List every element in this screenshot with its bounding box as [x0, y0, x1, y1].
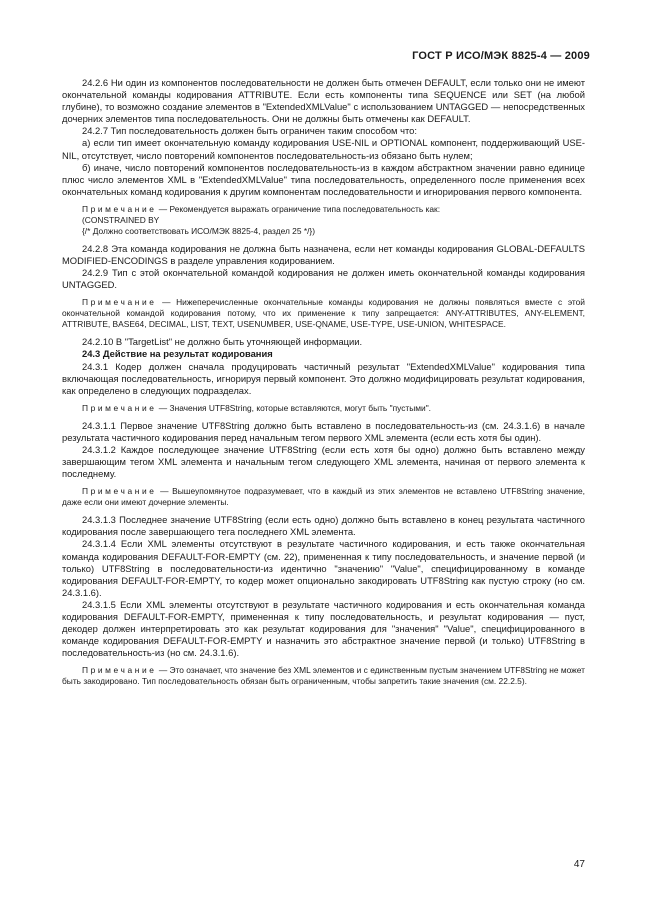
note-label: Примечание	[82, 665, 157, 676]
note-text: — Значения UTF8String, которые вставляются, могут быть "пустыми".	[156, 402, 431, 413]
clause-24-2-7-a: а) если тип имеет окончательную команду кодирования USE-NIL и OPTIONAL компонент, поддерживающий USE-NIL, отсутствует, число повторений компонентов последовательность-из обязано быть нулем;	[62, 137, 585, 161]
clause-24-2-8: 24.2.8 Эта команда кодирования не должна быть назначена, если нет команды кодирования GLOBAL-DEFAULTS MODIFIED-ENCODINGS в разделе управления кодированием.	[62, 242, 585, 267]
clause-24-3-1-1: 24.3.1.1 Первое значение UTF8String должно быть вставлено в последовательность-из (см. 24.3.1.6) в начале результата частичного кодирования перед начальным тегом первого XML элемента (если есть хотя бы один).	[62, 419, 585, 443]
document-header: ГОСТ Р ИСО/МЭК 8825-4 — 2009	[412, 50, 590, 62]
clause-24-3-1: 24.3.1 Кодер должен сначала продуцировать частичный результат "ExtendedXMLValue" кодирования типа включающая последовательность, игнорируя первый компонент. Это должно модифицировать результат кодирования, как определено в следующих подразделах.	[62, 360, 585, 396]
clause-24-2-10: 24.2.10 В "TargetList" не должно быть уточняющей информации.	[82, 336, 363, 348]
clause-24-3-1-4: 24.3.1.4 Если XML элементы отсутствуют в результате частичного кодирования, и есть также окончательная команда кодирования DEFAULT-FOR-EMPTY (см. 22), примененная к типу последовательность, и значение первой (и только) UTF8String в последовательности-из идентично "значению" "Value", специфицированному в команде кодирования DEFAULT-FOR-EMPTY, то кодер может опционально закодировать UTF8String как пустую строку (но см. 24.3.1.6).	[62, 538, 585, 598]
clause-24-2-9: 24.2.9 Тип с этой окончательной командой кодирования не должен иметь окончательной команды кодирования UNTAGGED.	[62, 267, 585, 291]
note-5	[62, 665, 585, 687]
section-heading-24-3: 24.3 Действие на результат кодирования	[82, 348, 273, 360]
note-label: Примечание	[82, 402, 157, 413]
note-1-code-line-1: (CONSTRAINED BY	[82, 214, 160, 225]
document-body	[62, 77, 585, 687]
note-text: — Вышеупомянутое подразумевает, что в каждый из этих элементов не вставлено UTF8String значение, даже если они имеют дочерние элементы.	[62, 486, 585, 508]
note-1-code-line-2: {/* Должно соответствовать ИСО/МЭК 8825-4, раздел 25 */})	[82, 225, 315, 236]
page-number: 47	[573, 859, 585, 870]
note-2	[62, 297, 585, 330]
clause-24-2-6: 24.2.6 Ни один из компонентов последовательности не должен быть отмечен DEFAULT, если только они не имеют окончательной команды кодирования ATTRIBUTE. Если есть компоненты типа SEQUENCE или SET (на любой глубине), то возможно создание элементов в "ExtendedXMLValue" с использованием UNTAGGED — непосредственных дочерних элементов типа последовательность. Они не должны быть отмечены как DEFAULT.	[62, 77, 585, 125]
note-label: Примечание	[82, 486, 157, 497]
note-label: Примечание	[82, 203, 157, 214]
clause-24-3-1-3: 24.3.1.3 Последнее значение UTF8String (если есть одно) должно быть вставлено в конец результата частичного кодирования после завершающего тега последнего XML элемента.	[62, 514, 585, 538]
note-text: — Это означает, что значение без XML элементов и с единственным пустым значением UTF8String не может быть закодировано. Тип последовательность обязан быть ограниченным, чтобы запретить такие значения (см. 22.2.5).	[62, 665, 585, 687]
note-4	[62, 486, 585, 508]
clause-24-2-7: 24.2.7 Тип последовательность должен быть ограничен таким способом что:	[82, 125, 417, 137]
note-3	[62, 403, 585, 414]
note-label: Примечание	[82, 297, 157, 308]
note-1	[62, 204, 585, 215]
clause-24-3-1-5: 24.3.1.5 Если XML элементы отсутствуют в результате частичного кодирования и есть окончательная команда кодирования DEFAULT-FOR-EMPTY, примененная к типу последовательность, и результат кодирования — пуст, декодер должен интерпретировать это как результат кодирования для "значения" "Value", специфицированного в команде кодирования DEFAULT-FOR-EMPTY и назначить это абстрактное значение первой (и только) UTF8String в последовательность-из (но см. 24.3.1.6).	[62, 598, 585, 659]
note-text: — Рекомендуется выражать ограничение типа последовательность как:	[156, 203, 441, 214]
clause-24-2-7-b: б) иначе, число повторений компонентов последовательность-из в каждом абстрактном значении равно единице плюс число элементов XML в "ExtendedXMLValue" типа последовательность, определенного после применения всех окончательных команд кодирования к другим компонентам последовательности и игнорирования первого компонента.	[62, 161, 585, 197]
clause-24-3-1-2: 24.3.1.2 Каждое последующее значение UTF8String (если есть хотя бы одно) должно быть вставлено между завершающим тегом XML элемента и начальным тегом следующего XML элемента, начиная от первого элемента к последнему.	[62, 443, 585, 480]
note-text: — Нижеперечисленные окончательные команды кодирования не должны появляться вместе с этой окончательной командой кодирования потому, что их применение к типу запрещается: ANY-ATTRIBUTES, ANY-ELEMENT, ATTRIBUTE, BASE64, DECIMAL, LIST, TEXT, USENUMBER, USE-QNAME, USE-TYPE, USE-UNION, WHITESPACE.	[62, 297, 585, 330]
